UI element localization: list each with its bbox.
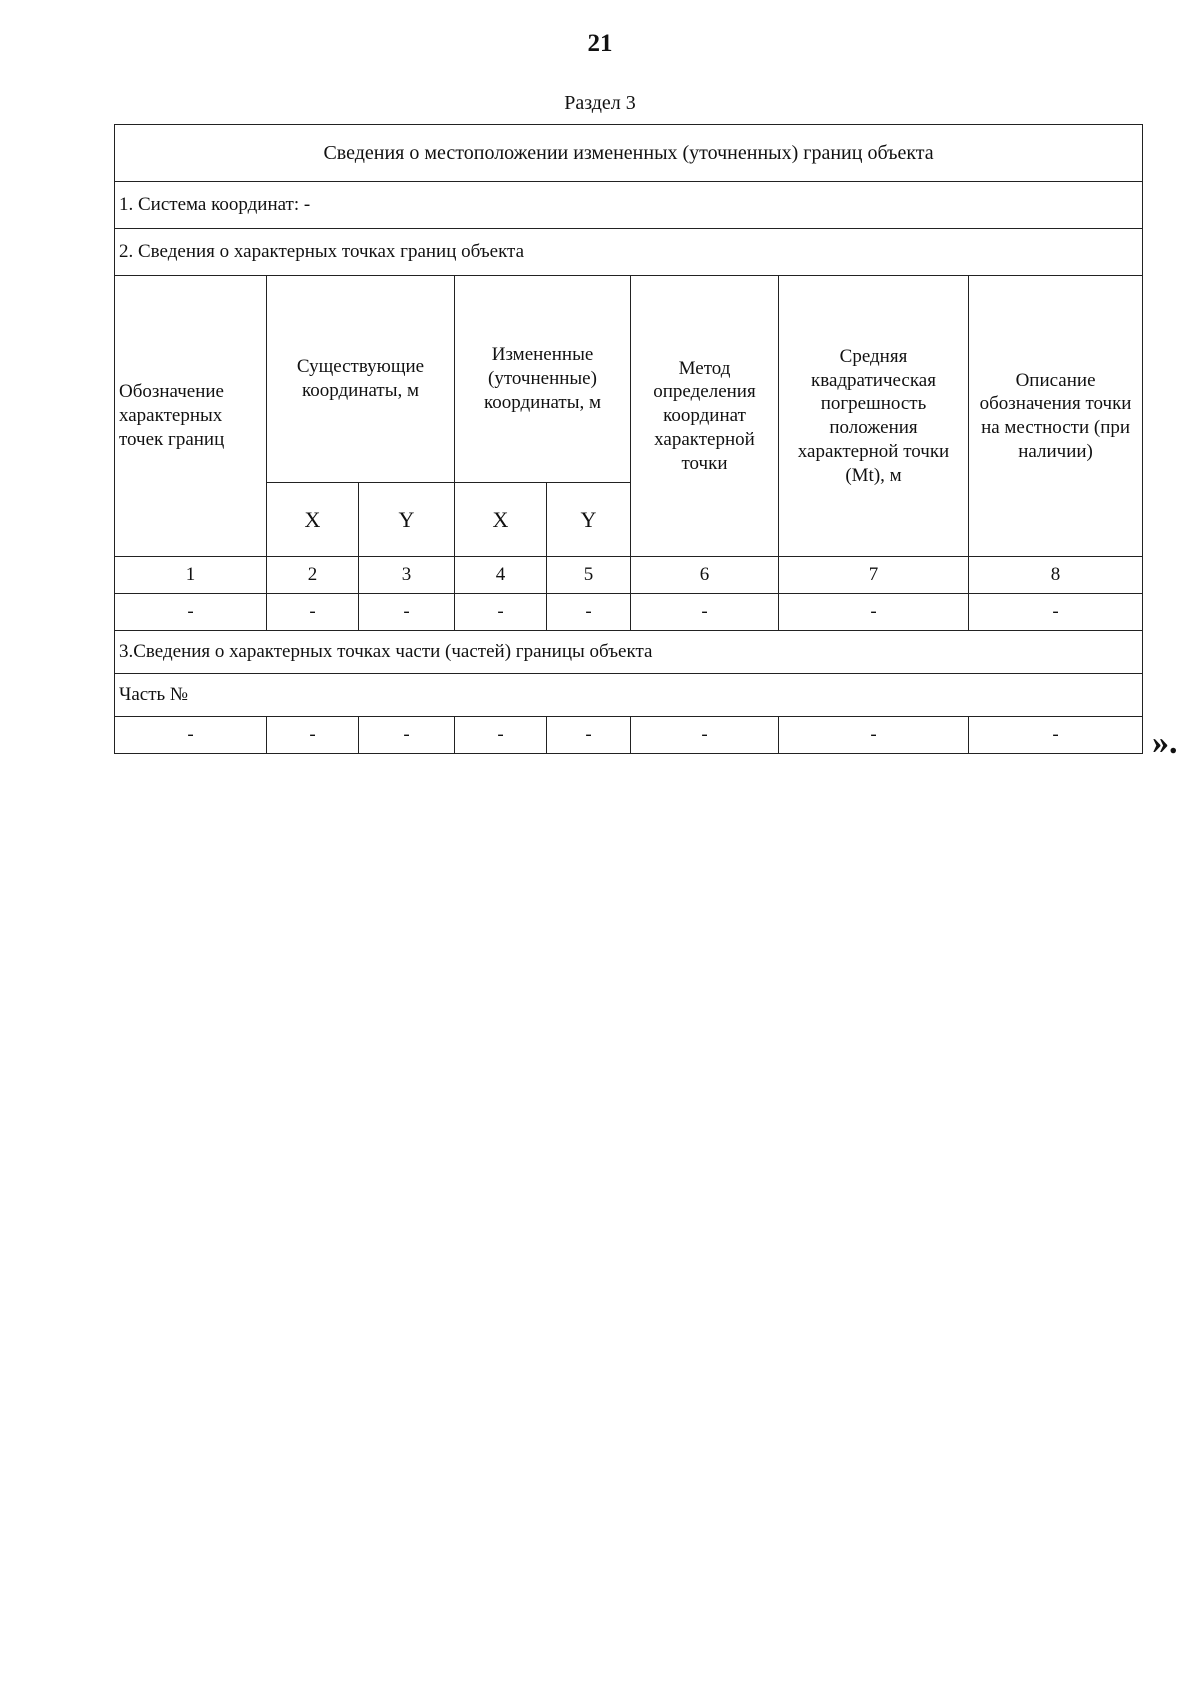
column-number: 6 [631,557,779,594]
header-mean-error: Средняя квадратическая погрешность положения характерной точки (Mt), м [779,276,969,557]
header-changed-y: Y [547,483,631,557]
table-cell: - [267,717,359,754]
column-number: 5 [547,557,631,594]
table-cell: - [547,717,631,754]
table-cell: - [115,594,267,631]
table-cell: - [455,717,547,754]
table-cell: - [969,717,1143,754]
page-number: 21 [587,30,613,57]
parts-data-row [115,717,1143,754]
table-cell: - [359,594,455,631]
part-label: Часть № [115,674,1143,717]
header-description: Описание обозначения точки на местности (при наличии) [969,276,1143,557]
points-heading: 2. Сведения о характерных точках границ объекта [115,229,1143,276]
table-title: Сведения о местоположении измененных (уточненных) границ объекта [115,125,1143,182]
table-cell: - [547,594,631,631]
column-number: 3 [359,557,455,594]
table-cell: - [631,717,779,754]
column-number: 7 [779,557,969,594]
table-cell: - [779,594,969,631]
table-cell: - [631,594,779,631]
column-number: 4 [455,557,547,594]
coordinate-system: 1. Система координат: - [115,182,1143,229]
table-cell: - [359,717,455,754]
closing-quote-mark: ». [1152,724,1178,761]
points-data-row [115,594,1143,631]
table-cell: - [115,717,267,754]
column-number: 1 [115,557,267,594]
section-label: Раздел 3 [564,92,636,114]
table-cell: - [779,717,969,754]
column-number: 8 [969,557,1143,594]
header-existing-x: X [267,483,359,557]
header-method: Метод определения координат характерной точки [631,276,779,557]
header-changed-x: X [455,483,547,557]
header-existing-y: Y [359,483,455,557]
table-cell: - [455,594,547,631]
parts-heading: 3.Сведения о характерных точках части (частей) границы объекта [115,631,1143,674]
header-existing-coordinates: Существующие координаты, м [267,276,455,483]
table-cell: - [969,594,1143,631]
boundary-table [114,124,1143,754]
header-point-designation: Обозначение характерных точек границ [115,276,267,557]
table-cell: - [267,594,359,631]
column-number: 2 [267,557,359,594]
header-changed-coordinates: Измененные (уточненные) координаты, м [455,276,631,483]
